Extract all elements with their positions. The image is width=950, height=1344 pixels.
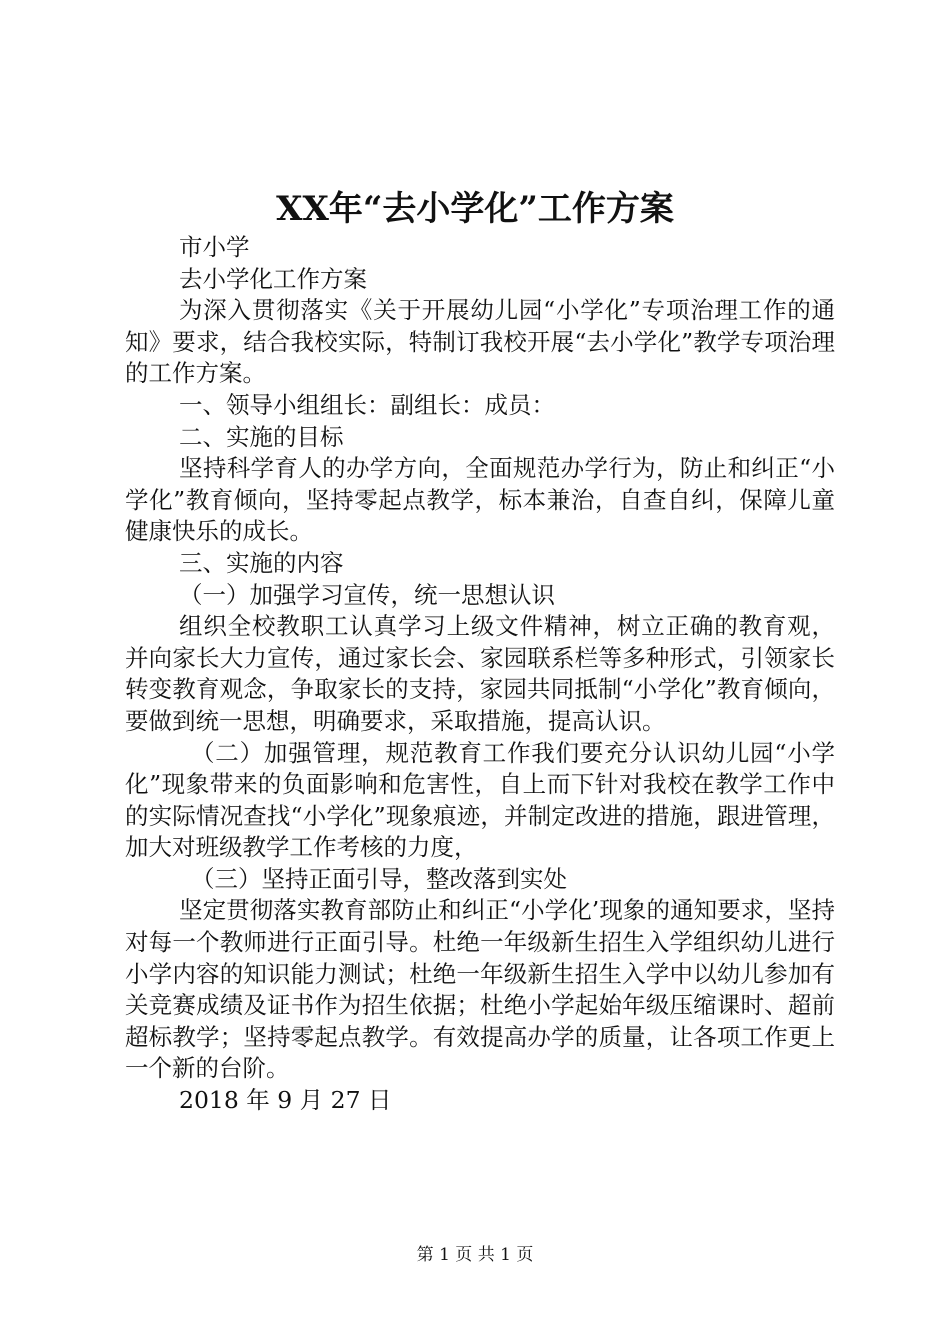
paragraph-subsection-2: （二）加强管理，规范教育工作我们要充分认识幼儿园“小学化”现象带来的负面影响和危害性，自上而下针对我校在教学工作中的实际情况查找“小学化”现象痕迹，并制定改进的措施，跟进管理，加大对班级教学工作考核的力度， [125,738,835,862]
document-title: XX年“去小学化”工作方案 [276,189,674,229]
subsection-heading-3: （三）坚持正面引导，整改落到实处 [191,864,567,893]
paragraph-goals: 坚持科学育人的办学方向，全面规范办学行为，防止和纠正“小学化”教育倾向，坚持零起点教学，标本兼治，自查自纠，保障儿童健康快乐的成长。 [125,454,835,546]
subsection-heading-1: （一）加强学习宣传，统一思想认识 [179,580,555,609]
section-heading-content: 三、实施的内容 [179,548,344,577]
page-footer: 第 1 页 共 1 页 [416,1245,534,1265]
paragraph-subsection-1: 组织全校教职工认真学习上级文件精神，树立正确的教育观，并向家长大力宣传，通过家长会、家园联系栏等多种形式，引领家长转变教育观念，争取家长的支持，家园共同抵制“小学化”教育倾向，要做到统一思想，明确要求，采取措施，提高认识。 [125,612,835,735]
document-body [125,232,835,1117]
paragraph-intro: 为深入贯彻落实《关于开展幼儿园“小学化”专项治理工作的通知》要求，结合我校实际，特制订我校开展“去小学化”教学专项治理的工作方案。 [125,296,835,388]
paragraph-school: 市小学 [179,233,250,261]
paragraph-subsection-3: 坚定贯彻落实教育部防止和纠正“小学化’现象的通知要求，坚持对每一个教师进行正面引导。杜绝一年级新生招生入学组织幼儿进行小学内容的知识能力测试；杜绝一年级新生招生入学中以幼儿参加有关竞赛成绩及证书作为招生依据；杜绝小学起始年级压缩课时、超前超标教学；坚持零起点教学。有效提高办学的质量，让各项工作更上一个新的台阶。 [125,896,835,1083]
paragraph-subtitle: 去小学化工作方案 [179,264,367,293]
section-heading-goals: 二、实施的目标 [179,422,344,451]
document-date: 2018 年 9 月 27 日 [179,1086,392,1115]
section-heading-leadership: 一、领导小组组长：副组长：成员： [179,390,555,419]
